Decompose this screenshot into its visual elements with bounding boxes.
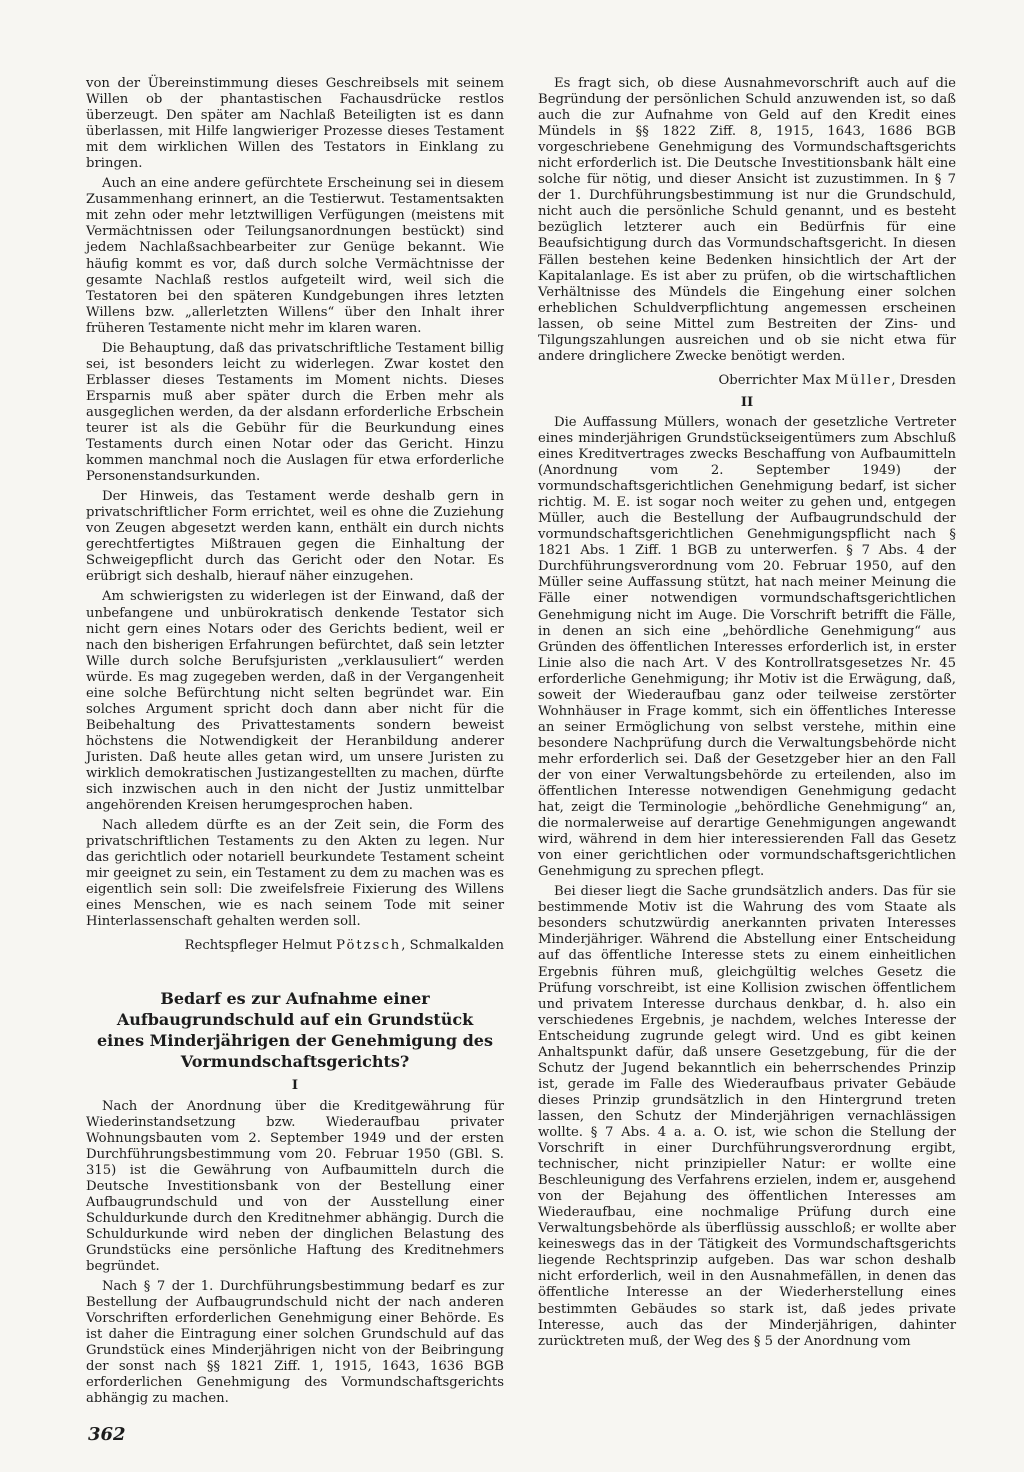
section-number: II (740, 394, 754, 410)
article-title: Bedarf es zur Aufnahme einer Aufbaugrundschuld auf ein Grundstück eines Minderjährigen der Genehmigung des Vormundschaftsgerichts? (97, 989, 493, 1072)
author-name: Pötzsch (336, 938, 402, 954)
paragraph: Nach alledem dürfte es an der Zeit sein, die Form des privatschriftlichen Testaments zu den Akten zu legen. Nur das gerichtlich oder notariell beurkundete Testament scheint mir geeignet zu sein, ein Testament zu dem zu machen was es eigentlich sein soll: Die zweifelsfreie Fixierung des Willens eines Menschen, wie es nach seinem Tode mit seiner Hinterlassenschaft gehalten werden soll. (86, 818, 504, 930)
author-place: , Schmalkalden (401, 938, 504, 954)
author-name: Müller (834, 372, 892, 388)
paragraph: Der Hinweis, das Testament werde deshalb gern in privatschriftlicher Form errichtet, weil es ohne die Zuziehung von Zeugen abgesetzt werden kann, enthält ein durch nichts gerechtfertigtes Mißtrauen gegen die Einhaltung der Schweigepflicht durch das Gericht oder den Notar. Es erübrigt sich deshalb, hierauf näher einzugehen. (86, 489, 504, 585)
author-signature (538, 373, 956, 389)
paragraph: Die Auffassung Müllers, wonach der gesetzliche Vertreter eines minderjährigen Grundstückseigentümers zum Abschluß eines Kreditvertrages zwecks Beschaffung von Aufbaumitteln (Anordnung vom 2. September 1949) der vormundschaftsgerichtlichen Genehmigung bedarf, ist sicher richtig. M. E. ist sogar noch weiter zu gehen und, entgegen Müller, auch die Bestellung der Aufbaugrundschuld der vormundschaftsgerichtlichen Genehmigungspflicht nach § 1821 Abs. 1 Ziff. 1 BGB zu unterwerfen. § 7 Abs. 4 der Durchführungsverordnung vom 20. Februar 1950, auf den Müller seine Auffassung stützt, hat nach meiner Meinung die Fälle einer notwendigen vormundschaftsgerichtlichen Genehmigung nicht im Auge. Die Vorschrift betrifft die Fälle, in denen an sich eine „behördliche Genehmigung“ aus Gründen des öffentlichen Interesses erforderlich ist, in erster Linie also die nach Art. V des Kontrollratsgesetzes Nr. 45 erforderliche Genehmigung; ihr Motiv ist die Erwägung, daß, soweit der Wiederaufbau ganz oder teilweise zerstörter Wohnhäuser in Frage kommt, sich ein öffentliches Interesse an seiner Ermöglichung von selbst verstehe, mithin eine besondere Nachprüfung durch die Verwaltungsbehörde nicht mehr erforderlich sei. Daß der Gesetzgeber hier an den Fall der von einer Verwaltungsbehörde zu erteilenden, also im öffentlichen Interesse notwendigen Genehmigung gedacht hat, zeigt die Terminologie „behördliche Genehmigung“ an, die normalerweise auf derartige Genehmigungen angewandt wird, während in dem hier interessierenden Fall das Gesetz von einer gerichtlichen oder vormundschaftsgerichtlichen Genehmigung zu sprechen pflegt. (538, 414, 956, 880)
paragraph: Am schwierigsten zu widerlegen ist der Einwand, daß der unbefangene und unbürokratisch denkende Testator sich nicht gern eines Notars oder des Gerichts bedient, weil er nach den bisherigen Erfahrungen befürchtet, daß sein letzter Wille durch solche Berufsjuristen „verklausuliert“ werden würde. Es mag zugegeben werden, daß in der Vergangenheit eine solche Befürchtung nicht selten begründet war. Ein solches Argument spricht doch dann aber nicht für die Beibehaltung des Privattestaments sondern beweist höchstens die Notwendigkeit der Heranbildung anderer Juristen. Daß heute alles getan wird, um unsere Juristen zu wirklich demokratischen Justizangestellten zu machen, dürfte sich inzwischen auch in den nicht der Justiz unmittelbar angehörenden Kreisen herumgesprochen haben. (86, 589, 504, 814)
page-number: 362 (88, 1424, 126, 1445)
right-column (538, 76, 956, 1354)
paragraph: Nach § 7 der 1. Durchführungsbestimmung bedarf es zur Bestellung der Aufbaugrundschuld nicht der nach anderen Vorschriften erforderlichen Genehmigung einer Behörde. Es ist daher die Eintragung einer solchen Grundschuld auf das Grundstück eines Minderjährigen nicht von der Beibringung der sonst nach §§ 1821 Ziff. 1, 1915, 1643, 1636 BGB erforderlichen Genehmigung des Vormundschaftsgerichts abhängig zu machen. (86, 1279, 504, 1407)
author-place: , Dresden (891, 372, 956, 388)
author-prefix: Oberrichter Max (718, 372, 831, 388)
left-column (86, 76, 504, 1411)
paragraph: Bei dieser liegt die Sache grundsätzlich anders. Das für sie bestimmende Motiv ist die Wahrung des vom Staate als besonders schutzwürdig anerkannten privaten Interesses Minderjähriger. Während die Abstellung einer Entscheidung auf das öffentliche Interesse stets zu einem einheitlichen Ergebnis führen muß, gleichgültig welches Gesetz die Prüfung vorschreibt, ist eine Kollision zwischen öffentlichem und privatem Interesse durchaus denkbar, d. h. also ein verschiedenes Ergebnis, je nachdem, welches Interesse der Entscheidung zugrunde gelegt wird. Und es gibt keinen Anhaltspunkt dafür, daß unsere Gesetzgebung, für die der Schutz der Jugend bekanntlich ein beherrschendes Prinzip ist, gerade im Falle des Wiederaufbaus privater Gebäude dieses Prinzip grundsätzlich in den Hintergrund treten lassen, den Schutz der Minderjährigen vernachlässigen wollte. § 7 Abs. 4 a. a. O. ist, wie schon die Stellung der Vorschrift in einer Durchführungsverordnung ergibt, technischer, nicht prinzipieller Natur: er wollte eine Beschleunigung des Verfahrens erzielen, indem er, ausgehend von der Bejahung des öffentlichen Interesses am Wiederaufbau, eine nochmalige Prüfung durch eine Verwaltungsbehörde als überflüssig ausschloß; er wollte aber keineswegs das in der Tätigkeit des Vormundschaftsgerichts liegende Rechtsprinzip aufgeben. Das war schon deshalb nicht erforderlich, weil in den Ausnahmefällen, in denen das öffentliche Interesse an der Wiederherstellung eines bestimmten Gebäudes so stark ist, daß jedes private Interesse, auch das der Minderjährigen, dahinter zurücktreten muß, der Weg des § 5 der Anordnung vom (538, 884, 956, 1349)
paragraph: Nach der Anordnung über die Kreditgewährung für Wiederinstandsetzung bzw. Wiederaufbau privater Wohnungsbauten vom 2. September 1949 und der ersten Durchführungsbestimmung vom 20. Februar 1950 (GBl. S. 315) ist die Gewährung von Aufbaumitteln durch die Deutsche Investitionsbank von der Bestellung einer Aufbaugrundschuld und von der Ausstellung einer Schuldurkunde durch den Kreditnehmer abhängig. Durch die Schuldurkunde wird neben der dinglichen Belastung des Grundstücks eine persönliche Haftung des Kreditnehmers begründet. (86, 1098, 504, 1274)
author-signature (86, 938, 504, 954)
paragraph: von der Übereinstimmung dieses Geschreibsels mit seinem Willen ob der phantastischen Fachausdrücke restlos überzeugt. Den später am Nachlaß Beteiligten ist es dann überlassen, mit Hilfe langwieriger Prozesse dieses Testament mit dem wirklichen Willen des Testators in Einklang zu bringen. (86, 76, 504, 172)
paragraph: Auch an eine andere gefürchtete Erscheinung sei in diesem Zusammenhang erinnert, an die Testierwut. Testamentsakten mit zehn oder mehr letztwilligen Verfügungen (meistens mit Vermächtnissen oder Teilungsanordnungen bestückt) sind jedem Nachlaßsachbearbeiter zur Genüge bekannt. Wie häufig kommt es vor, daß durch solche Vermächtnisse der gesamte Nachlaß restlos aufgeteilt wird, weil sich die Testatoren bei den späteren Kundgebungen ihres letzten Willens bzw. „allerletzten Willens“ über den Inhalt ihrer früheren Testamente nicht mehr im klaren waren. (86, 176, 504, 336)
paragraph: Die Behauptung, daß das privatschriftliche Testament billig sei, ist besonders leicht zu widerlegen. Zwar kostet den Erblasser dieses Testaments im Moment nichts. Dieses Ersparnis muß aber später durch die Erben mehr als ausgeglichen werden, da der alsdann erforderliche Erbschein teurer ist als die Gebühr für die Beurkundung eines Testaments durch einen Notar oder das Gericht. Hinzu kommen manchmal noch die Auslagen für etwa erforderliche Personenstandsurkunden. (86, 340, 504, 485)
paragraph: Es fragt sich, ob diese Ausnahmevorschrift auch auf die Begründung der persönlichen Schuld anzuwenden ist, so daß auch die zur Aufnahme von Geld auf den Kredit eines Mündels in §§ 1822 Ziff. 8, 1915, 1643, 1686 BGB vorgeschriebene Genehmigung des Vormundschaftsgerichts nicht erforderlich ist. Die Deutsche Investitionsbank hält eine solche für nötig, und dieser Ansicht ist zuzustimmen. In § 7 der 1. Durchführungsbestimmung ist nur die Grundschuld, nicht auch die persönliche Schuld genannt, und es besteht bezüglich letzterer auch ein Bedürfnis für eine Beaufsichtigung durch das Vormundschaftsgericht. In diesen Fällen bestehen keine Bedenken hinsichtlich der Art der Kapitalanlage. Es ist aber zu prüfen, ob die wirtschaftlichen Verhältnisse des Mündels die Eingehung einer solchen erheblichen Schuldverpflichtung angemessen erscheinen lassen, ob seine Mittel zum Bestreiten der Zins- und Tilgungszahlungen ausreichen und ob sie nicht etwa für andere dringlichere Zwecke benötigt werden. (538, 76, 956, 364)
section-number: I (291, 1078, 299, 1094)
author-prefix: Rechtspfleger Helmut (184, 938, 332, 954)
